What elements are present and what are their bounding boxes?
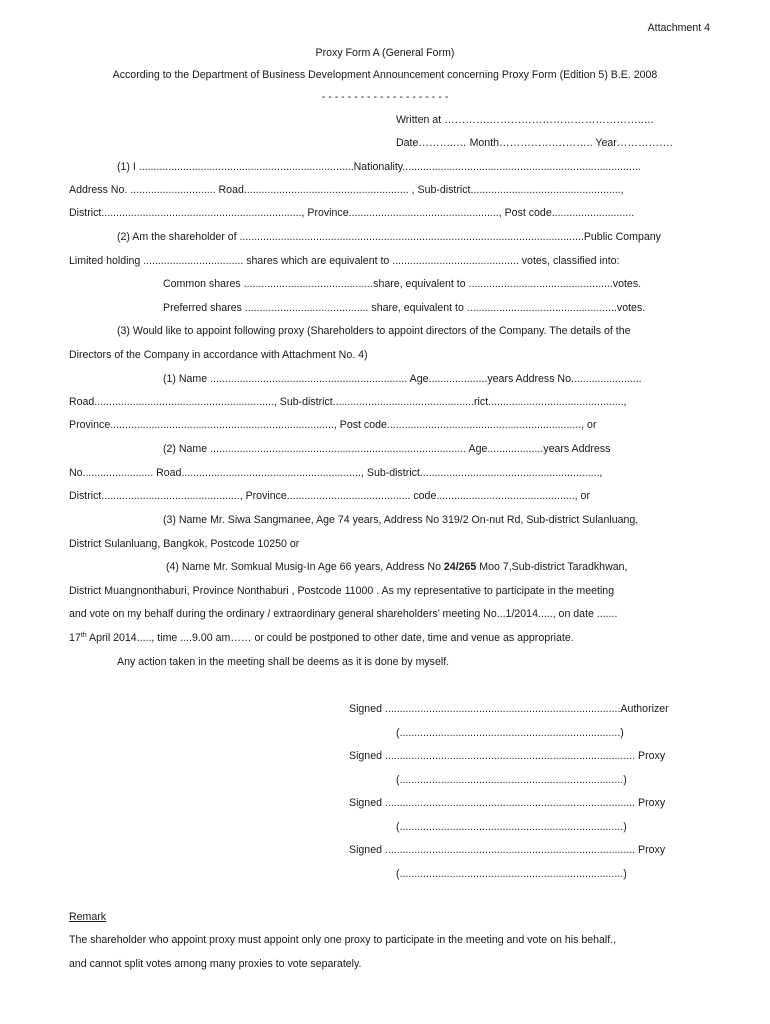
signature-authorizer-name[interactable]: (...........................................................................) xyxy=(396,727,624,739)
header-divider: - - - - - - - - - - - - - - - - - - - - xyxy=(321,91,449,103)
proxy-4-name-pre: (4) Name Mr. Somkual Musig-In Age 66 years, Address No xyxy=(166,561,444,573)
meeting-line: and vote on my behalf during the ordinary / extraordinary general shareholders’ meeting No...1/2014....., on date ....... xyxy=(69,608,618,620)
form-subtitle: According to the Department of Business Development Announcement concerning Proxy Form (Edition 5) B.E. 2008 xyxy=(112,69,658,81)
proxy-1-name-line[interactable]: (1) Name ................................................................... Age....................years Address No........................ xyxy=(163,373,642,385)
proxy-2-name-line[interactable]: (2) Name ....................................................................................... Age...................years Address xyxy=(163,443,611,455)
section-1-name-line[interactable]: (1) I .........................................................................Nationality................................................................................. xyxy=(117,161,641,173)
proxy-1-province-line[interactable]: Province............................................................................, Post code.................................................................., or xyxy=(69,419,597,431)
proxy-3-name-line: (3) Name Mr. Siwa Sangmanee, Age 74 years, Address No 319/2 On-nut Rd, Sub-district Sulanluang, xyxy=(163,514,639,526)
signature-authorizer[interactable]: Signed ................................................................................Authorizer xyxy=(349,703,669,715)
preferred-shares-line[interactable]: Preferred shares .......................................... share, equivalent to ...................................................votes. xyxy=(163,302,646,314)
signature-proxy-2[interactable]: Signed ..................................................................................... Proxy xyxy=(349,797,666,809)
attachment-label: Attachment 4 xyxy=(647,22,710,34)
proxy-2-district-line[interactable]: District..............................................., Province.......................................... code..............................................., or xyxy=(69,490,590,502)
proxy-2-road-line[interactable]: No........................ Road............................................................., Sub-district............................................................., xyxy=(69,467,603,479)
remark-line-2: and cannot split votes among many proxies to vote separately. xyxy=(69,958,362,970)
written-at-field[interactable]: Written at ………….……………………………………..… xyxy=(396,114,655,126)
remark-heading: Remark xyxy=(69,911,107,923)
signature-proxy-3[interactable]: Signed ..................................................................................... Proxy xyxy=(349,844,666,856)
section-3-intro-line-2: Directors of the Company in accordance with Attachment No. 4) xyxy=(69,349,368,361)
meeting-date-rest: April 2014....., time ....9.00 am…… or could be postponed to other date, time and venue as appropriate. xyxy=(86,632,574,644)
signature-proxy-1[interactable]: Signed ..................................................................................... Proxy xyxy=(349,750,666,762)
form-title: Proxy Form A (General Form) xyxy=(315,47,455,59)
signature-proxy-3-name[interactable]: (............................................................................) xyxy=(396,868,627,880)
proxy-4-address-no: 24/265 xyxy=(443,561,477,573)
signature-proxy-2-name[interactable]: (............................................................................) xyxy=(396,821,627,833)
meeting-day: 17 xyxy=(69,632,81,644)
remark-line-1: The shareholder who appoint proxy must appoint only one proxy to participate in the meeting and vote on his behalf., xyxy=(69,934,617,946)
date-field[interactable]: Date………..… Month…………….……….. Year……………. xyxy=(396,137,673,149)
proxy-1-road-line[interactable]: Road............................................................., Sub-district................................................rict.............................................., xyxy=(69,396,627,408)
section-1-district-line[interactable]: District...................................................................., Province..................................................., Post code............................ xyxy=(69,207,635,219)
section-1-address-line[interactable]: Address No. ............................. Road........................................................ , Sub-district..................................................., xyxy=(69,184,624,196)
proxy-4-name-line xyxy=(166,561,627,574)
proxy-3-district-line: District Sulanluang, Bangkok, Postcode 10250 or xyxy=(69,538,300,550)
section-3-intro-line: (3) Would like to appoint following proxy (Shareholders to appoint directors of the Company. The details of the xyxy=(117,325,631,337)
proxy-4-name-post: Moo 7,Sub-district Taradkhwan, xyxy=(476,561,628,573)
section-2-holding-line[interactable]: Limited holding .................................. shares which are equivalent to ........................................... votes, classified into: xyxy=(69,255,620,267)
section-2-shareholder-line[interactable]: (2) Am the shareholder of .....................................................................................................................Public Company xyxy=(117,231,661,243)
signature-proxy-1-name[interactable]: (............................................................................) xyxy=(396,774,627,786)
meeting-day-suffix: th xyxy=(80,632,87,639)
proxy-4-district-line: District Muangnonthaburi, Province Nonthaburi , Postcode 11000 . As my representative to participate in the meeting xyxy=(69,585,615,597)
action-statement: Any action taken in the meeting shall be deems as it is done by myself. xyxy=(117,656,450,668)
meeting-date-line xyxy=(69,632,574,645)
common-shares-line[interactable]: Common shares ............................................share, equivalent to .................................................votes. xyxy=(163,278,642,290)
